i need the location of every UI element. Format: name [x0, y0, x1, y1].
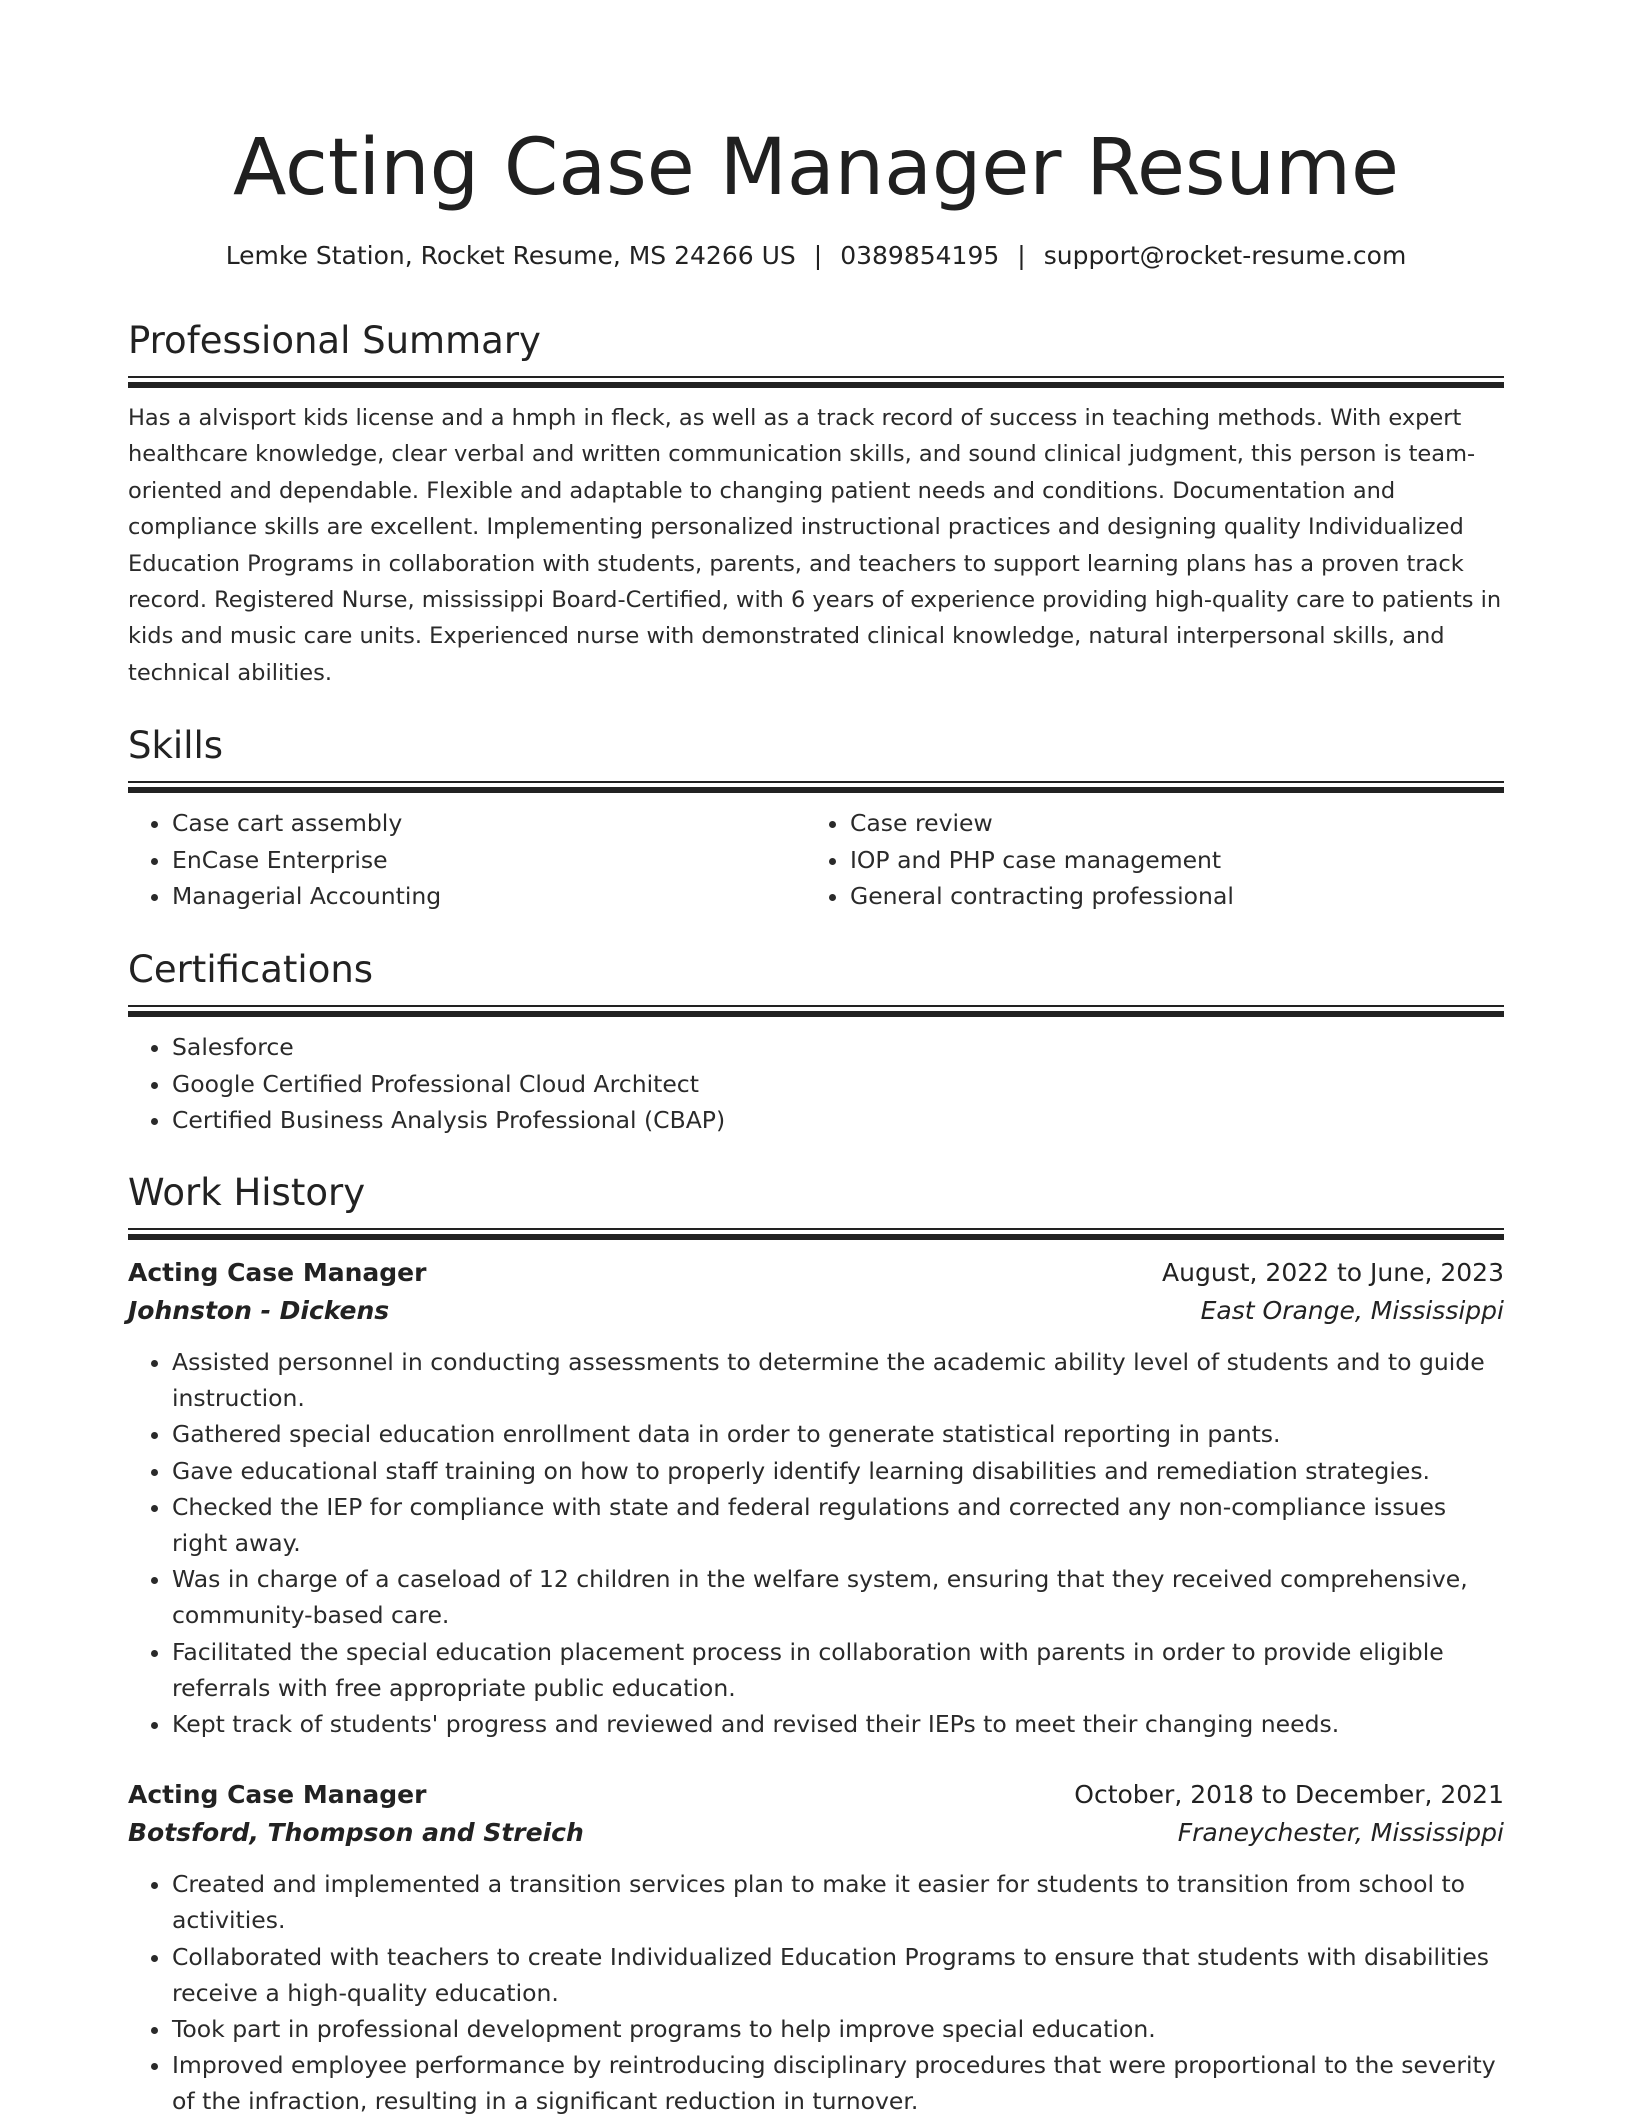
skill-item: • Case review — [850, 805, 1484, 842]
skills-column-right — [806, 805, 1484, 915]
job-header-row — [128, 1776, 1504, 1814]
contact-line — [128, 238, 1504, 274]
job-bullet: • Kept track of students' progress and reviewed and revised their IEPs to meet their changing needs. — [172, 1706, 1504, 1742]
skill-item: • EnCase Enterprise — [172, 842, 806, 879]
skills-grid — [128, 805, 1504, 915]
job-company: Johnston - Dickens — [128, 1296, 390, 1325]
job-bullet: • Gathered special education enrollment data in order to generate statistical reporting in pants. — [172, 1416, 1504, 1452]
contact-address: Lemke Station, Rocket Resume, MS 24266 US — [225, 241, 796, 270]
contact-separator: | — [813, 241, 823, 270]
summary-section — [128, 316, 1504, 691]
job-dates: October, 2018 to December, 2021 — [1074, 1780, 1504, 1810]
job-bullet: • Improved employee performance by reintroducing disciplinary procedures that were proportional to the severity of the infraction, resulting in a significant reduction in turnover. — [172, 2047, 1504, 2119]
job-bullet: • Was in charge of a caseload of 12 children in the welfare system, ensuring that they received comprehensive, community-based care. — [172, 1561, 1504, 1633]
skills-section — [128, 721, 1504, 915]
certification-item: • Certified Business Analysis Professional (CBAP) — [172, 1102, 1504, 1139]
job-bullet: • Assisted personnel in conducting assessments to determine the academic ability level of students and to guide instruction. — [172, 1344, 1504, 1416]
job-bullet: • Facilitated the special education placement process in collaboration with parents in order to provide eligible referrals with free appropriate public education. — [172, 1634, 1504, 1706]
job-subheader-row — [128, 1814, 1504, 1852]
job-subheader-row — [128, 1292, 1504, 1330]
section-divider — [128, 376, 1504, 388]
skill-item: • Case cart assembly — [172, 805, 806, 842]
certification-item: • Salesforce — [172, 1029, 1504, 1066]
contact-email[interactable]: support@rocket-resume.com — [1043, 241, 1407, 270]
contact-separator: | — [1017, 241, 1026, 270]
summary-heading: Professional Summary — [128, 319, 541, 362]
job-entry — [128, 1776, 1504, 2119]
summary-text: Has a alvisport kids license and a hmph in fleck, as well as a track record of success in teaching methods. With expert healthcare knowledge, clear verbal and written communication skills, and sound clinical judgment, this person is team-oriented and dependable. Flexible and adaptable to changing patient needs and conditions. Documentation and compliance skills are excellent. Implementing personalized instructional practices and designing quality Individualized Education Programs in collaboration with students, parents, and teachers to support learning plans has a proven track record. Registered Nurse, mississippi Board-Certified, with 6 years of experience providing high-quality care to patients in kids and music care units. Experienced nurse with demonstrated clinical knowledge, natural interpersonal skills, and technical abilities. — [128, 405, 1502, 686]
job-bullet: • Checked the IEP for compliance with state and federal regulations and corrected any non-compliance issues right away. — [172, 1489, 1504, 1561]
contact-phone: 0389854195 — [840, 241, 1000, 270]
job-header-row — [128, 1254, 1504, 1292]
section-divider — [128, 781, 1504, 793]
skills-column-left — [128, 805, 806, 915]
certifications-heading: Certifications — [128, 948, 374, 991]
resume-title: Acting Case Manager Resume — [233, 123, 1399, 213]
certifications-list — [128, 1029, 1504, 1139]
job-bullet: • Gave educational staff training on how to properly identify learning disabilities and remediation strategies. — [172, 1453, 1504, 1489]
work-history-heading: Work History — [128, 1171, 366, 1214]
certifications-section — [128, 945, 1504, 1139]
work-history-section — [128, 1168, 1504, 2120]
job-dates: August, 2022 to June, 2023 — [1162, 1258, 1504, 1287]
skill-item: • IOP and PHP case management — [850, 842, 1484, 879]
skills-list-left — [128, 805, 806, 915]
job-bullet-list — [128, 1344, 1504, 1742]
skill-item: • Managerial Accounting — [172, 878, 806, 915]
certification-item: • Google Certified Professional Cloud Architect — [172, 1066, 1504, 1103]
job-bullet-list — [128, 1866, 1504, 2119]
job-location: Franeychester, Mississippi — [1177, 1818, 1504, 1848]
job-bullet: • Took part in professional development programs to help improve special education. — [172, 2011, 1504, 2047]
job-title: Acting Case Manager — [128, 1780, 427, 1810]
job-bullet: • Created and implemented a transition services plan to make it easier for students to transition from school to activities. — [172, 1866, 1504, 1938]
job-location: East Orange, Mississippi — [1200, 1296, 1504, 1325]
skills-list-right — [806, 805, 1484, 915]
job-entry — [128, 1254, 1504, 1742]
job-title: Acting Case Manager — [128, 1258, 427, 1287]
skill-item: • General contracting professional — [850, 878, 1484, 915]
section-divider — [128, 1228, 1504, 1240]
section-divider — [128, 1005, 1504, 1017]
job-company: Botsford, Thompson and Streich — [128, 1818, 584, 1848]
job-bullet: • Collaborated with teachers to create Individualized Education Programs to ensure that students with disabilities receive a high-quality education. — [172, 1939, 1504, 2011]
skills-heading: Skills — [128, 724, 224, 767]
